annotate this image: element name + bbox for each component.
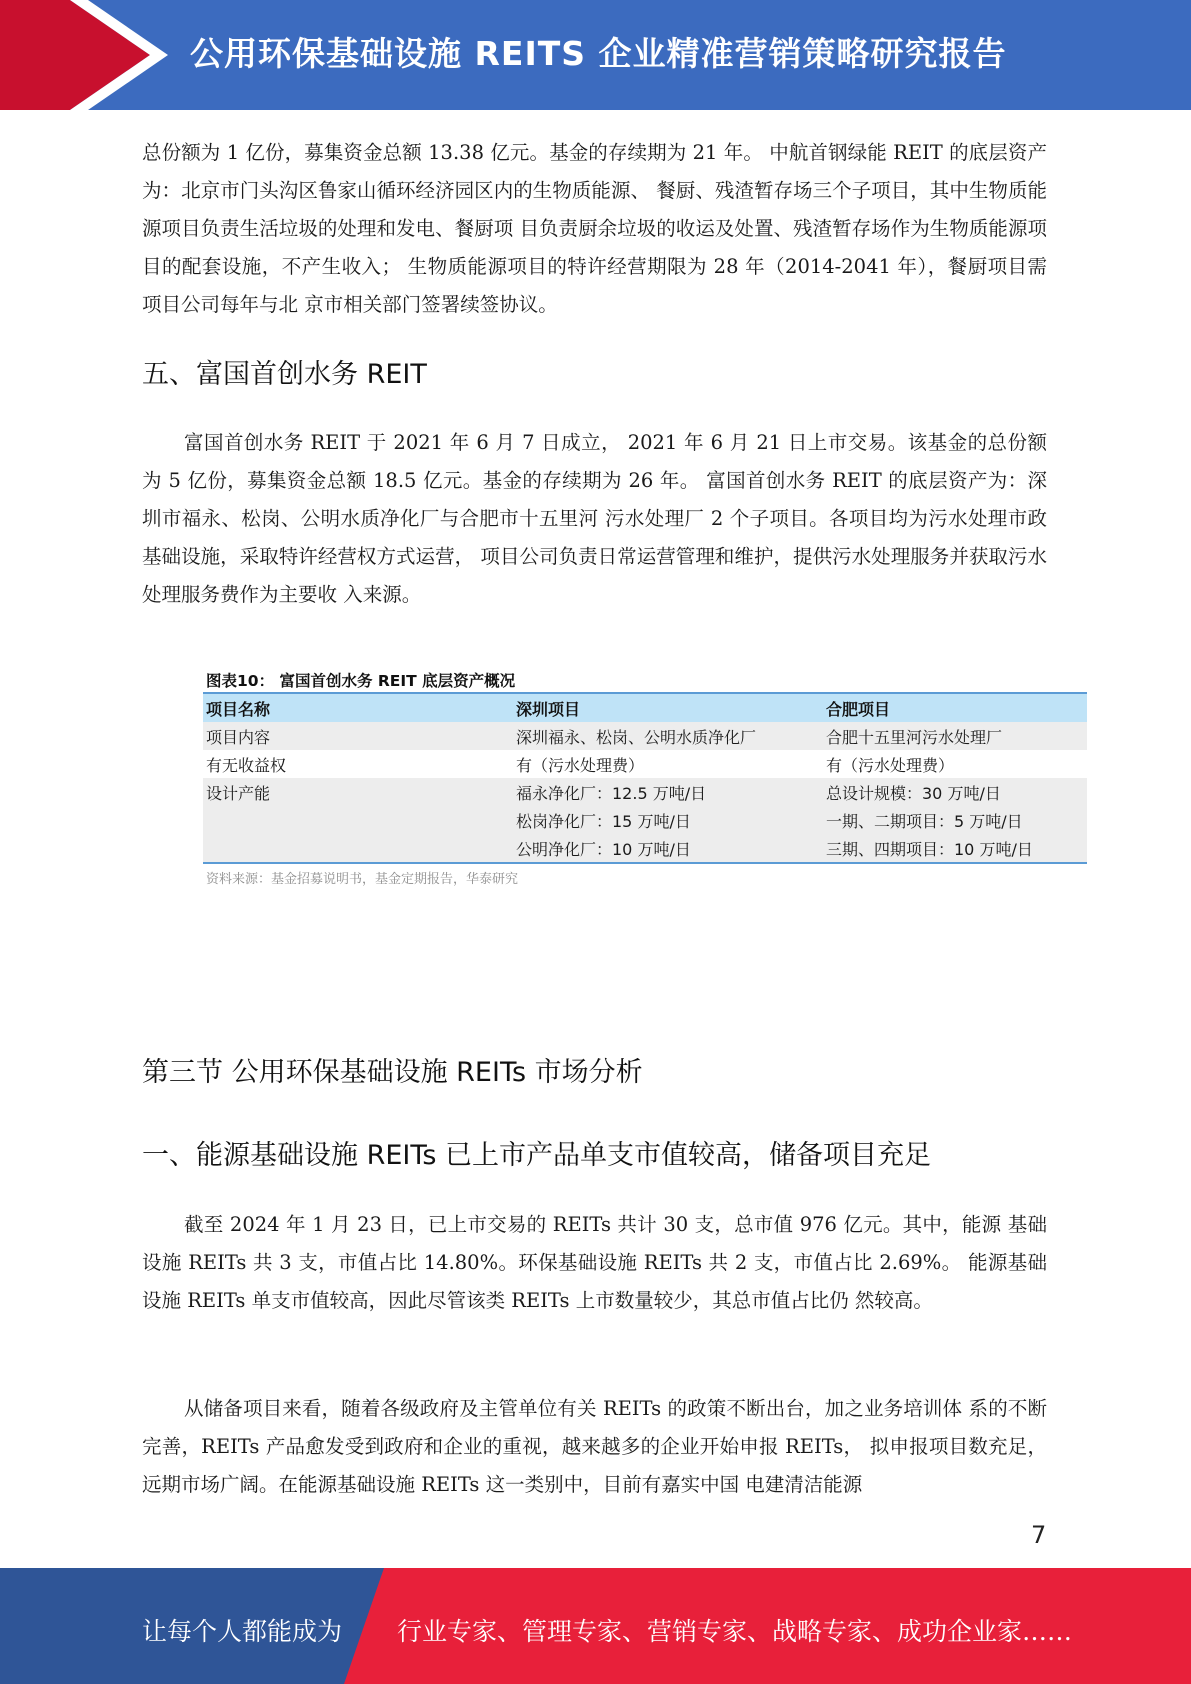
footer-slogan-left: 让每个人都能成为 — [142, 1617, 343, 1646]
table-cell: 三期、四期项目：10 万吨/日 — [826, 839, 1033, 859]
table-header-cell: 深圳项目 — [516, 699, 581, 719]
table-header-cell: 项目名称 — [206, 699, 271, 719]
table-cell: 设计产能 — [206, 783, 271, 803]
paragraph-1: 总份额为 1 亿份，募集资金总额 13.38 亿元。基金的存续期为 21 年。 中航首钢绿能 REIT 的底层资产为：北京市门头沟区鲁家山循环经济园区内的生物质能源、 餐厨、残渣暂存场三个子项目，其中生物质能源项目负责生活垃圾的处理和发电、餐厨项 目负责厨余垃圾的收运及处置、残渣暂存场作为生物质能源项目的配套设施，不产生收入； 生物质能源项目的特许经营期限为 28 年（2014-2041 年），餐厨项目需项目公司每年与北 京市相关部门签署续签协议。 — [142, 141, 1047, 316]
table-title: 图表10： 富国首创水务 REIT 底层资产概况 — [206, 672, 516, 690]
paragraph-2: 富国首创水务 REIT 于 2021 年 6 月 7 日成立， 2021 年 6 月 21 日上市交易。该基金的总份额为 5 亿份，募集资金总额 18.5 亿元。基金的存续期为 26 年。 富国首创水务 REIT 的底层资产为：深圳市福永、松岗、公明水质净化厂与合肥市十五里河 污水处理厂 2 个子项目。各项目均为污水处理市政基础设施，采取特许经营权方式运营， 项目公司负责日常运营管理和维护，提供污水处理服务并获取污水处理服务费作为主要收 入来源。 — [142, 431, 1047, 606]
header-title: 公用环保基础设施 REITS 企业精准营销策略研究报告 — [190, 34, 1007, 73]
table-row — [203, 722, 1087, 750]
page-header — [0, 0, 1191, 110]
paragraph-4: 从储备项目来看，随着各级政府及主管单位有关 REITs 的政策不断出台，加之业务培训体 系的不断完善，REITs 产品愈发受到政府和企业的重视，越来越多的企业开始申报 REITs， 拟申报项目数充足，远期市场广阔。在能源基础设施 REITs 这一类别中，目前有嘉实中国 电建清洁能源 — [142, 1397, 1047, 1496]
page-number: 7 — [1031, 1521, 1047, 1549]
table-row — [203, 806, 1087, 834]
table-source: 资料来源：基金招募说明书，基金定期报告，华泰研究 — [206, 872, 519, 887]
section-heading: 第三节 公用环保基础设施 REITs 市场分析 — [142, 1057, 643, 1088]
table-row — [203, 778, 1087, 806]
asset-table — [203, 692, 1087, 864]
table-cell: 公明净化厂：10 万吨/日 — [516, 839, 691, 859]
table-cell: 合肥十五里河污水处理厂 — [826, 727, 1003, 747]
footer-slogan-right: 行业专家、管理专家、营销专家、战略专家、成功企业家…… — [397, 1617, 1073, 1646]
table-row — [203, 750, 1087, 778]
table-cell: 一期、二期项目：5 万吨/日 — [826, 811, 1023, 831]
table-cell: 深圳福永、松岗、公明水质净化厂 — [516, 727, 757, 747]
table-cell: 有（污水处理费） — [516, 755, 645, 775]
heading-fuguo-reit: 五、富国首创水务 REIT — [142, 359, 427, 390]
heading-energy-reits: 一、能源基础设施 REITs 已上市产品单支市值较高，储备项目充足 — [142, 1140, 932, 1171]
table-row — [203, 834, 1087, 862]
table-cell: 有（污水处理费） — [826, 755, 955, 775]
page-footer — [0, 1568, 1191, 1684]
table-cell: 松岗净化厂：15 万吨/日 — [516, 811, 691, 831]
table-cell: 项目内容 — [206, 727, 271, 747]
table-header-cell: 合肥项目 — [826, 699, 891, 719]
table-header-row — [203, 694, 1087, 722]
table-cell: 总设计规模：30 万吨/日 — [826, 783, 1001, 803]
paragraph-3: 截至 2024 年 1 月 23 日，已上市交易的 REITs 共计 30 支，总市值 976 亿元。其中，能源 基础设施 REITs 共 3 支，市值占比 14.80%。环保基础设施 REITs 共 2 支，市值占比 2.69%。 能源基础设施 REITs 单支市值较高，因此尽管该类 REITs 上市数量较少，其总市值占比仍 然较高。 — [142, 1213, 1047, 1312]
table-cell: 福永净化厂：12.5 万吨/日 — [516, 783, 707, 803]
table-cell: 有无收益权 — [206, 755, 287, 775]
